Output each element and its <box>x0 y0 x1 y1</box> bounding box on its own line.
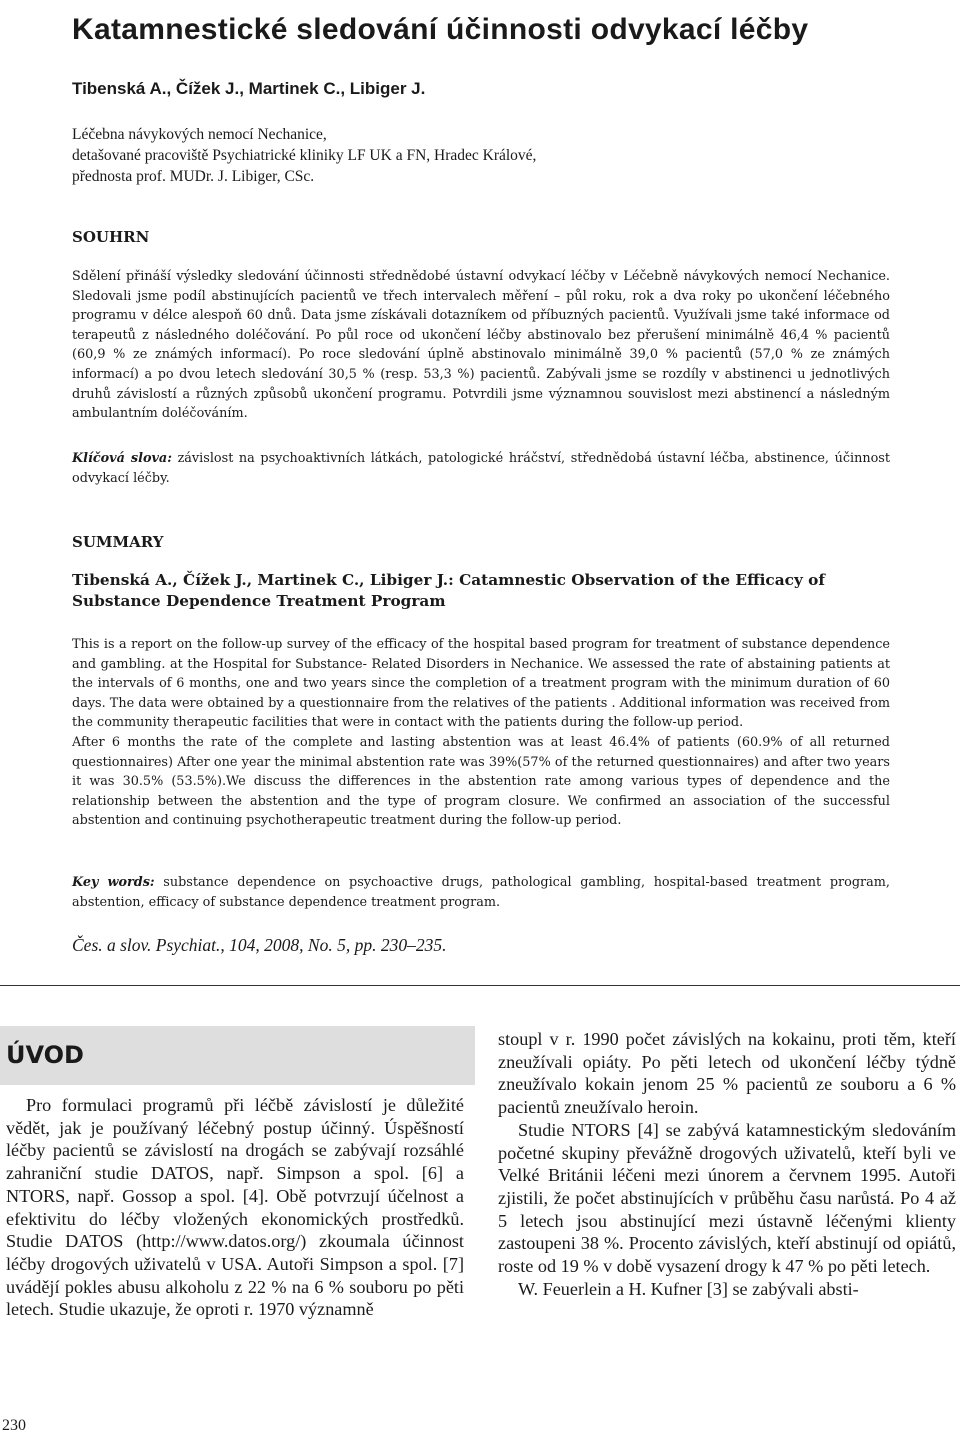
souhrn-keywords <box>72 449 890 488</box>
keywords-text: závislost na psychoaktivních látkách, patologické hráčství, střednědobá ústavní léčba, abstinence, účinnost odvykací léčby. <box>72 451 890 486</box>
article-authors: Tibenská A., Čížek J., Martinek C., Libiger J. <box>72 79 426 98</box>
body-paragraph: Pro formulaci programů při léčbě závislostí je důležité vědět, jak je používaný léčebný postup účinný. Úspěšností léčby pacientů se závislostí na drogách se zabývají rozsáhlé zahraniční studie DATOS, např. Simpson a spol. [6] a NTORS, např. Gossop a spol. [4]. Obě potvrzují účelnost a efektivitu do léčby vložených ekonomických prostředků. Studie DATOS (http://www.datos.org/) zkoumala účinnost léčby drogových uživatelů v USA. Autoři Simpson a spol. [7] uvádějí pokles abusu alkoholu z 22 % na 6 % souboru po pěti letech. Studie ukazuje, že oproti r. 1970 významně <box>6 1095 464 1320</box>
affiliation-line: přednosta prof. MUDr. J. Libiger, CSc. <box>72 168 315 185</box>
keywords-text: substance dependence on psychoactive drugs, pathological gambling, hospital-based treatment program, abstention, efficacy of substance dependence treatment program. <box>72 875 890 910</box>
section-divider <box>0 985 960 986</box>
summary-title: Tibenská A., Čížek J., Martinek C., Libiger J.: Catamnestic Observation of the Efficacy of Substance Dependence Treatment Program <box>72 571 825 610</box>
body-left-column <box>6 1094 464 1321</box>
body-paragraph: W. Feuerlein a H. Kufner [3] se zabývali absti- <box>518 1278 859 1299</box>
section-heading: ÚVOD <box>6 1041 84 1069</box>
body-paragraph: stoupl v r. 1990 počet závislých na kokainu, proti těm, kteří zneužívali opiáty. Po pěti letech od ukončení léčby týdně zneužívalo kokain jenom 25 % pacientů ze souboru a 6 % pacientů zneužívalo heroin. <box>498 1029 956 1118</box>
summary-keywords <box>72 873 890 912</box>
affiliation <box>72 124 892 187</box>
souhrn-abstract <box>72 267 890 424</box>
summary-abstract <box>72 635 890 831</box>
souhrn-heading: SOUHRN <box>72 228 150 246</box>
journal-citation: Čes. a slov. Psychiat., 104, 2008, No. 5, pp. 230–235. <box>72 935 447 955</box>
souhrn-text: Sdělení přináší výsledky sledování účinnosti střednědobé ústavní odvykací léčby v Léčebně návykových nemocí Nechanice. Sledovali jsme podíl abstinujících pacientů ve třech intervalech měření – půl roku, rok a dva roky po ukončení léčebného programu v délce alespoň 60 dnů. Data jsme získávali dotazníkem od příbuzných pacientů. Využívali jsme také informace od terapeutů z následného doléčování. Po půl roce od ukončení léčby abstinovalo bez přerušení minimálně 46,4 % pacientů (60,9 % ze známých informací). Po roce sledování úplně abstinovalo minimálně 39,0 % pacientů (57,0 % ze známých informací) a po dvou letech sledování 30,5 % (resp. 53,3 %) pacientů. Zabývali jsme se rozdíly v abstinenci u jednotlivých druhů závislostí a různých způsobů ukončení programu. Potvrdili jsme významnou souvislost mezi abstinencí a následným ambulantním doléčováním. <box>72 269 890 422</box>
summary-paragraph: This is a report on the follow-up survey of the efficacy of the hospital based program for treatment of substance dependence and gambling. at the Hospital for Substance- Related Disorders in Nechanice. We assessed the rate of abstaining patients at the intervals of 6 months, one and two years since the completion of a treatment program with the minimum duration of 60 days. The data were obtained by a questionnaire from the relatives of the patients . Additional information was received from the community therapeutic facilities that were in contact with the patients during the follow-up period. <box>72 637 890 731</box>
body-paragraph: Studie NTORS [4] se zabývá katamnestickým sledováním početné skupiny převážně drogových uživatelů, kteří byli ve Velké Británii léčeni mezi únorem a červnem 1995. Autoři zjistili, že počet abstinujících v průběhu času narůstá. Po 4 až 5 letech jsou abstinující mezi ústavně léčenými klienty zastoupeni 38 %. Procento závislých, kteří abstinují od opiátů, roste od 19 % v době vysazení drogy k 47 % po pěti letech. <box>498 1119 956 1277</box>
keywords-label: Klíčová slova: <box>72 451 172 466</box>
summary-heading: SUMMARY <box>72 533 164 551</box>
summary-paragraph: After 6 months the rate of the complete and lasting abstention was at least 46.4% of patients (60.9% of all returned questionnaires) After one year the minimal abstention rate was 39%(57% of the returned questionnaires) and after two years it was 30.5% (53.5%).We discuss the differences in the abstention rate among various types of dependence and the relationship between the abstention and the type of program closure. We confirmed an association of the successful abstention and continuing psychotherapeutic treatment during the follow-up period. <box>72 734 890 829</box>
affiliation-line: Léčebna návykových nemocí Nechanice, <box>72 126 327 143</box>
article-title: Katamnestické sledování účinnosti odvykací léčby <box>72 13 809 46</box>
page-number: 230 <box>2 1417 26 1434</box>
keywords-label: Key words: <box>72 875 155 890</box>
affiliation-line: detašované pracoviště Psychiatrické kliniky LF UK a FN, Hradec Králové, <box>72 147 537 164</box>
body-right-column <box>498 1028 956 1300</box>
